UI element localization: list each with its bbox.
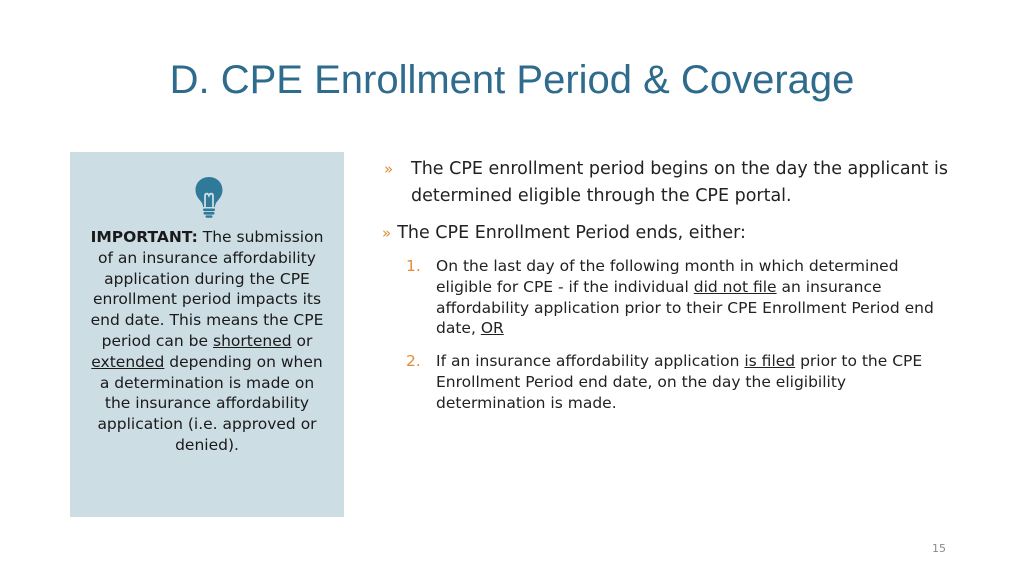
important-label: IMPORTANT: — [90, 228, 198, 246]
or-text: OR — [480, 319, 504, 338]
extended-text: extended — [91, 352, 165, 371]
list-item-text: prior to the CPE Enrollment Period end date, on the day the eligibility determination is made. — [436, 352, 923, 412]
list-item — [406, 351, 946, 413]
list-item-text: an insurance affordability application prior to their CPE Enrollment Period end date, — [436, 277, 934, 338]
list-item — [406, 256, 946, 339]
callout-text-part: The submission of an insurance affordability application during the CPE enrollment period impacts its end date. This means the CPE period can be — [90, 228, 324, 350]
list-item-text: On the last day of the following month in which determined eligible for CPE - if the individual — [436, 257, 899, 296]
list-item-text: If an insurance affordability application — [436, 352, 745, 371]
list-number: 1. — [406, 257, 421, 275]
did-not-file-text: did not file — [693, 277, 777, 296]
bullet-text: The CPE enrollment period begins on the day the applicant is determined eligible through the CPE portal. — [411, 159, 949, 206]
callout-text-part: or — [291, 331, 313, 350]
slide-title: D. CPE Enrollment Period & Coverage — [169, 58, 855, 102]
bullet-enrollment-ends — [380, 220, 960, 247]
is-filed-text: is filed — [744, 352, 796, 371]
bullet-text: The CPE Enrollment Period ends, either: — [397, 223, 746, 243]
bullet-chevron-icon: » — [384, 160, 394, 178]
bullet-chevron-icon: » — [382, 224, 392, 242]
lightbulb-icon — [194, 176, 224, 218]
callout-text-part: depending on when a determination is made on the insurance affordability application (i.e. approved or denied). — [97, 352, 323, 454]
numbered-list — [406, 256, 946, 414]
shortened-text: shortened — [213, 331, 292, 350]
important-callout-text — [86, 227, 328, 456]
page-number: 15 — [932, 542, 946, 555]
list-number: 2. — [406, 352, 421, 371]
